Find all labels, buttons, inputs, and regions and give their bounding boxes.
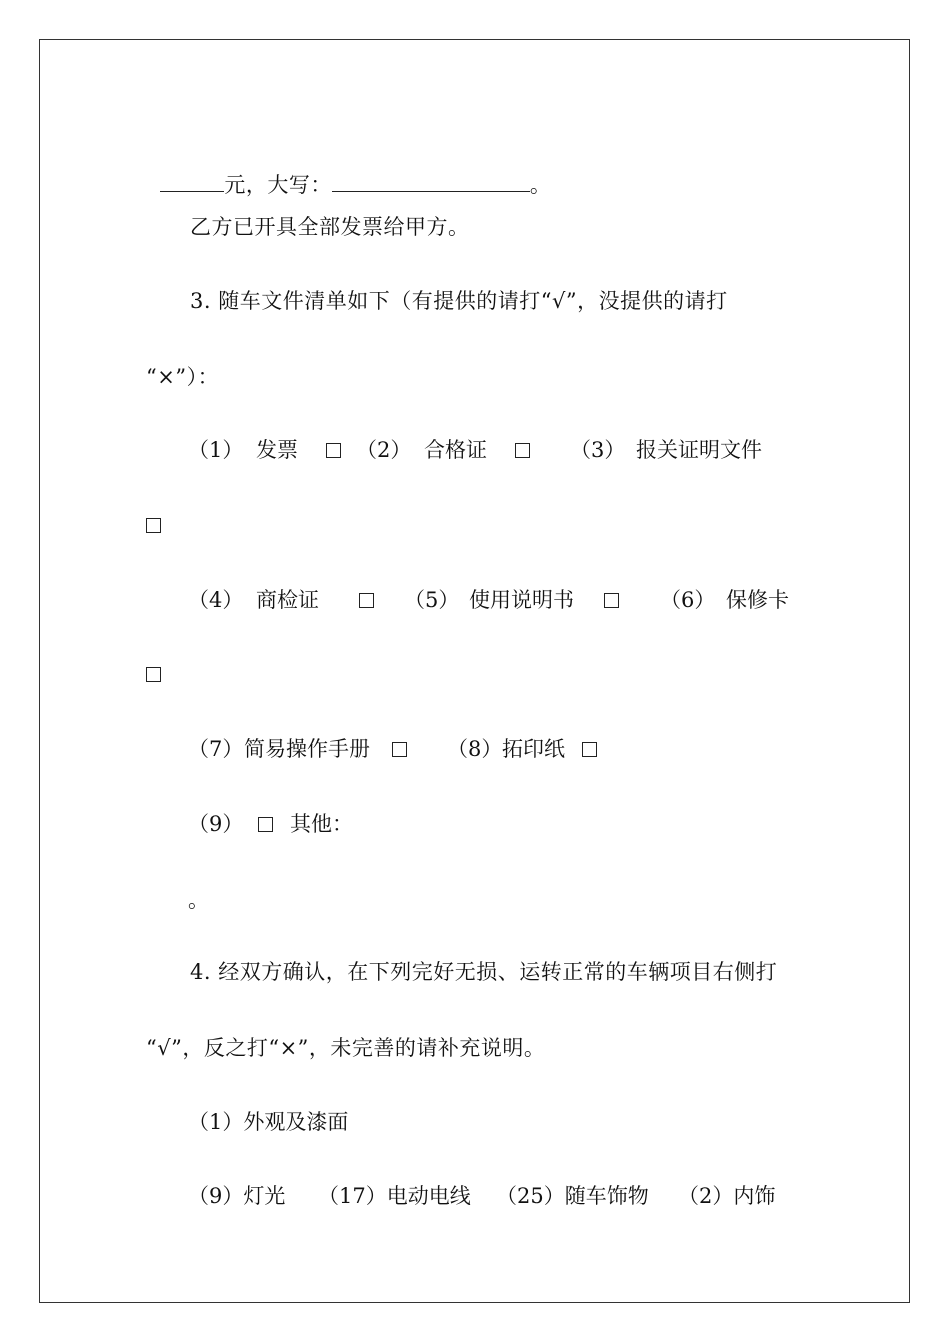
doc-7-label: 简易操作手册 [244, 737, 370, 761]
doc-6-num: （6） [660, 588, 716, 612]
doc-6-label: 保修卡 [726, 588, 789, 612]
doc-2-checkbox[interactable] [515, 435, 530, 465]
doc-1-checkbox[interactable] [326, 435, 341, 465]
vehicle-item-9: （9）灯光 [188, 1184, 286, 1208]
doc-9-num: （9） [188, 812, 244, 836]
vehicle-item-25: （25）随车饰物 [496, 1184, 649, 1208]
vehicle-item-17: （17）电动电线 [318, 1184, 471, 1208]
doc-4-num: （4） [188, 588, 244, 612]
doc-1-label: 发票 [256, 438, 298, 462]
vehicle-item-2: （2）内饰 [678, 1184, 776, 1208]
section-4-heading-cont: “√”，反之打“×”，未完善的请补充说明。 [146, 1036, 546, 1060]
doc-1-num: （1） [188, 438, 244, 462]
doc-8-num: （8） [447, 737, 503, 761]
doc-3-checkbox[interactable] [146, 510, 161, 540]
section-3-heading: 3. 随车文件清单如下（有提供的请打“√”，没提供的请打 [190, 289, 728, 313]
doc-8-checkbox[interactable] [582, 734, 597, 764]
doc-7-checkbox[interactable] [392, 734, 407, 764]
doc-2-num: （2） [356, 438, 412, 462]
section-4-heading: 4. 经双方确认，在下列完好无损、运转正常的车辆项目右侧打 [190, 960, 778, 984]
amount-line [146, 140, 551, 200]
vehicle-item-1: （1）外观及漆面 [188, 1110, 349, 1134]
doc-8-label: 拓印纸 [502, 737, 565, 761]
doc-2-label: 合格证 [424, 438, 487, 462]
doc-7-num: （7） [188, 737, 244, 761]
section-3-heading-cont: “×”）： [146, 365, 220, 389]
other-period: 。 [188, 888, 210, 912]
doc-3-label: 报关证明文件 [636, 438, 762, 462]
doc-9-label: 其他： [290, 812, 353, 836]
doc-4-checkbox[interactable] [359, 585, 374, 615]
doc-5-checkbox[interactable] [604, 585, 619, 615]
amount-words-blank [332, 173, 530, 192]
invoice-statement: 乙方已开具全部发票给甲方。 [190, 215, 470, 239]
doc-5-label: 使用说明书 [469, 588, 574, 612]
doc-3-num: （3） [570, 438, 626, 462]
doc-6-checkbox[interactable] [146, 659, 161, 689]
doc-4-label: 商检证 [256, 588, 319, 612]
amount-blank [160, 173, 224, 192]
amount-unit: 元，大写： [224, 173, 332, 197]
doc-9-checkbox[interactable] [258, 809, 273, 839]
doc-5-num: （5） [404, 588, 460, 612]
amount-end: 。 [529, 173, 552, 197]
page-border [39, 39, 910, 1303]
